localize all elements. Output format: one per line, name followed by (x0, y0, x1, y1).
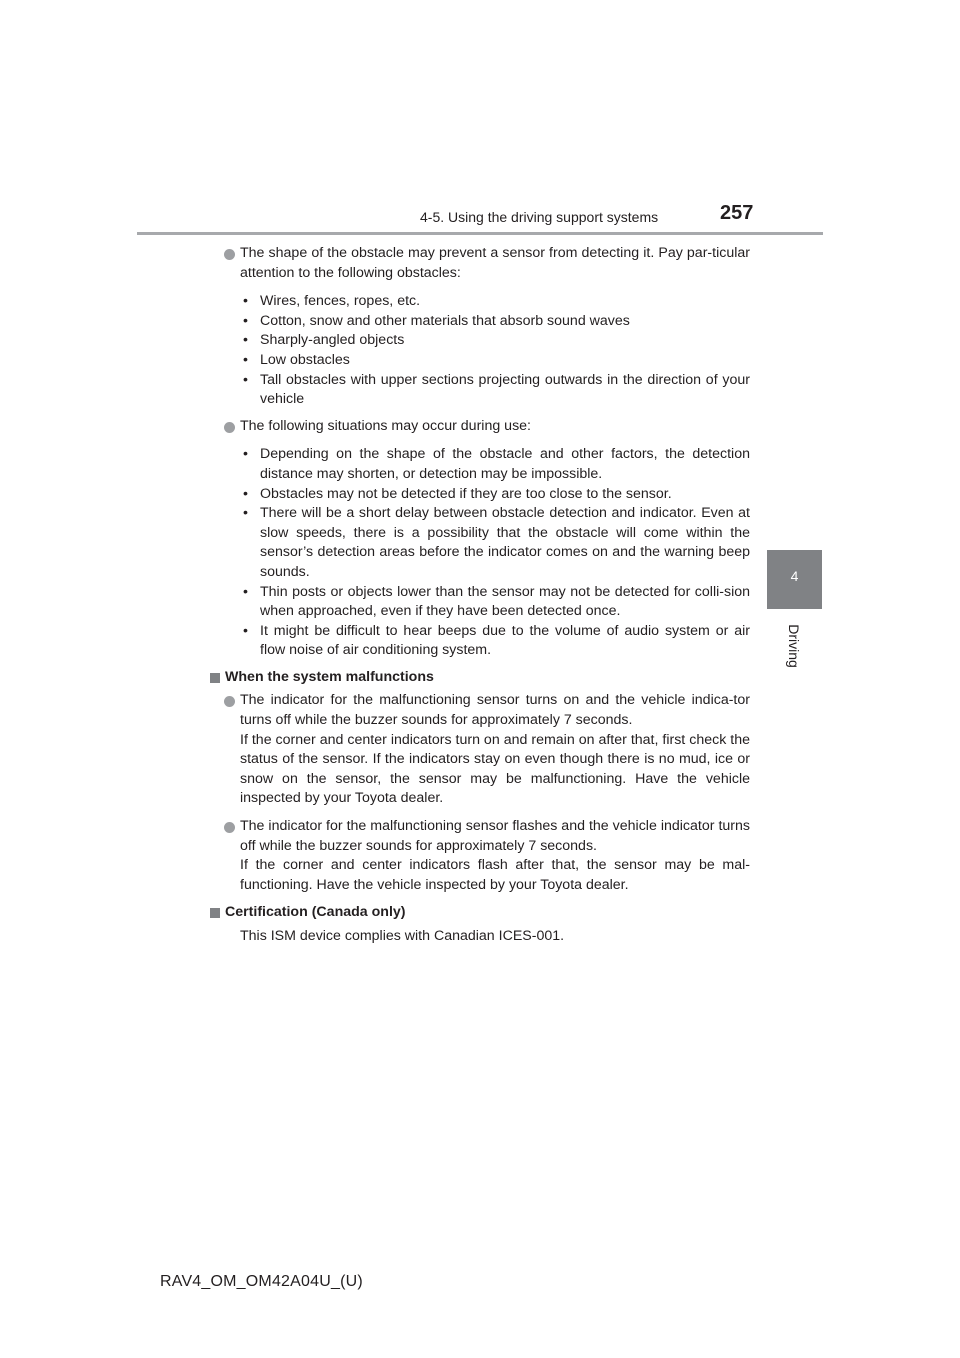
bullet-malfunction-on (210, 691, 750, 809)
list-mark: • (243, 312, 248, 329)
list-item: • There will be a short delay between obstacle detection and indicator. Even at slow speeds, there is a possibility that the obstacle will come within the sensor’s detection areas before the indicator comes on and the warning beep sounds. (243, 505, 750, 580)
list-item: • Sharply-angled objects (240, 331, 750, 351)
list-mark: • (243, 505, 248, 522)
certification-text: This ISM device complies with Canadian ICES-001. (240, 928, 565, 944)
list-mark: • (243, 583, 248, 600)
list-item: • Thin posts or objects lower than the sensor may not be detected for colli-sion when approached, even if they have been detected once. (243, 583, 750, 620)
list-mark: • (243, 371, 248, 388)
list-item: • Obstacles may not be detected if they are too close to the sensor. (240, 485, 750, 505)
bullet-text: The shape of the obstacle may prevent a sensor from detecting it. Pay par-ticular attention to the following obstacles: (240, 245, 750, 281)
bullet-dot-icon (224, 696, 235, 707)
heading-square-icon (210, 673, 220, 683)
page-content (210, 240, 750, 947)
list-item: • Low obstacles (240, 351, 750, 371)
list-mark: • (243, 446, 248, 463)
bullet-dot-icon (224, 422, 235, 433)
list-mark: • (243, 293, 248, 310)
header-divider (137, 232, 823, 235)
bullet-text: The following situations may occur during use: (240, 417, 531, 434)
bullet-text: The indicator for the malfunctioning sensor turns on and the vehicle indica-tor turns off while the buzzer sounds for approximately 7 seconds. (240, 692, 750, 729)
section-title: 4-5. Using the driving support systems (420, 209, 659, 225)
bullet-text-continued: If the corner and center indicators turn on and remain on after that, first check the status of the sensor. If the indicators stay on even though there is no mud, ice or snow on the sensor, the sensor may be malfunctioning. Have the vehicle inspected by your Toyota dealer. (240, 731, 750, 807)
list-item: • Tall obstacles with upper sections projecting outwards in the direction of your vehicle (243, 371, 750, 408)
list-mark: • (243, 485, 248, 502)
list-item: • Wires, fences, ropes, etc. (240, 292, 750, 312)
heading-certification: Certification (Canada only) (210, 903, 750, 923)
list-mark: • (243, 332, 248, 349)
chapter-number: 4 (790, 568, 799, 584)
bullet-dot-icon (224, 822, 235, 833)
heading-square-icon (210, 908, 220, 918)
page-header (0, 0, 960, 240)
bullet-dot-icon (224, 249, 235, 260)
list-item: • Depending on the shape of the obstacle and other factors, the detection distance may shorten, or detection may be impossible. (243, 446, 750, 482)
list-item: • Cotton, snow and other materials that absorb sound waves (240, 312, 750, 332)
list-item: • It might be difficult to hear beeps due to the volume of audio system or air flow noise of air conditioning system. (243, 622, 750, 659)
document-code: RAV4_OM_OM42A04U_(U) (160, 1273, 363, 1290)
bullet-text-continued: If the corner and center indicators flash after that, the sensor may be mal-functioning. Have the vehicle inspected by your Toyota dealer. (240, 857, 750, 893)
chapter-label-box (771, 620, 817, 680)
bullet-malfunction-flash (210, 817, 750, 895)
obstacle-list (240, 292, 750, 410)
page-number: 257 (720, 202, 754, 224)
situation-list (240, 445, 750, 661)
bullet-obstacle-shape (210, 244, 750, 283)
list-mark: • (243, 622, 248, 639)
list-mark: • (243, 351, 248, 368)
heading-malfunction: When the system malfunctions (210, 668, 750, 688)
bullet-situations (210, 417, 750, 437)
chapter-tab (767, 550, 822, 609)
bullet-text: The indicator for the malfunctioning sensor flashes and the vehicle indicator turns off while the buzzer sounds for approximately 7 seconds. (240, 818, 750, 854)
chapter-label: Driving (786, 624, 802, 668)
